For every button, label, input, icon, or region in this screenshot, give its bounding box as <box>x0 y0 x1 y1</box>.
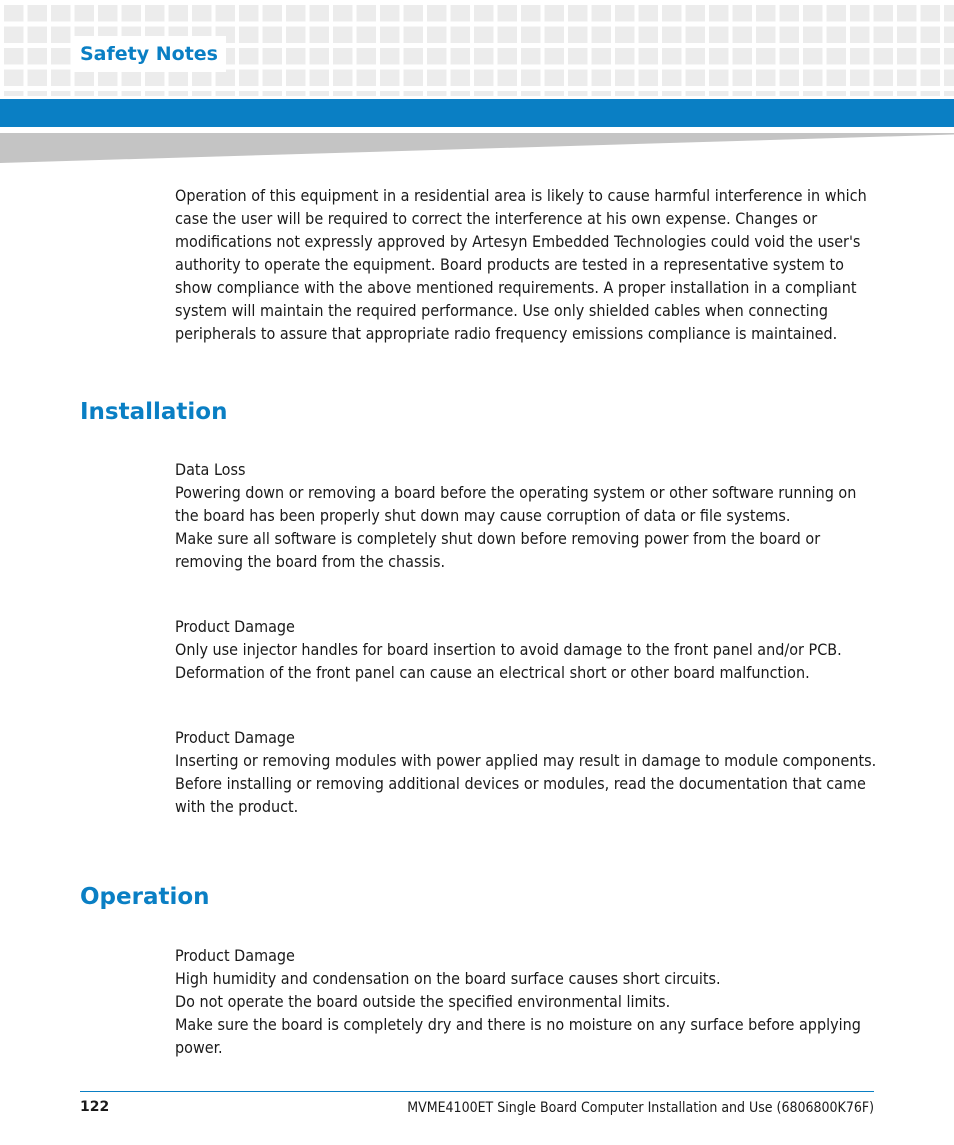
header <box>72 36 226 72</box>
note-line: Powering down or removing a board before the operating system or other software running on the board has been properly shut down may cause corruption of data or file systems. <box>175 483 857 525</box>
note-line: Before installing or removing additional devices or modules, read the documentation that came with the product. <box>175 774 866 816</box>
intro-paragraph <box>175 184 879 345</box>
note-product-damage-2 <box>175 726 879 818</box>
note-title: Product Damage <box>175 946 295 965</box>
operation-heading: Operation <box>80 884 210 910</box>
note-line: Only use injector handles for board insertion to avoid damage to the front panel and/or PCB. Deformation of the front panel can cause an electrical short or other board malfunction. <box>175 640 842 682</box>
note-product-damage-1 <box>175 615 879 684</box>
note-line: Make sure all software is completely shut down before removing power from the board or removing the board from the chassis. <box>175 529 821 571</box>
intro-text: Operation of this equipment in a residential area is likely to cause harmful interference in which case the user will be required to correct the interference at his own expense. Changes or modifications not expressly approved by Artesyn Embedded Technologies could void the user's authority to operate the equipment. Board products are tested in a representative system to show compliance with the above mentioned requirements. A proper installation in a compliant system will maintain the required performance. Use only shielded cables when connecting peripherals to assure that appropriate radio frequency emissions compliance is maintained. <box>175 186 867 343</box>
note-title: Data Loss <box>175 460 246 479</box>
footer-document-title: MVME4100ET Single Board Computer Installation and Use (6806800K76F) <box>407 1100 874 1116</box>
note-line: Do not operate the board outside the specified environmental limits. <box>175 992 671 1011</box>
note-line: Make sure the board is completely dry and there is no moisture on any surface before applying power. <box>175 1015 861 1057</box>
chapter-title: Safety Notes <box>80 43 218 65</box>
note-line: High humidity and condensation on the board surface causes short circuits. <box>175 969 721 988</box>
note-title: Product Damage <box>175 617 295 636</box>
note-line: Inserting or removing modules with power applied may result in damage to module components. <box>175 751 877 770</box>
header-gray-band <box>0 133 954 163</box>
note-data-loss <box>175 458 879 573</box>
note-product-damage-3 <box>175 944 879 1059</box>
installation-heading: Installation <box>80 399 228 425</box>
page-number: 122 <box>80 1099 110 1115</box>
footer-divider <box>80 1091 874 1092</box>
header-blue-band <box>0 99 954 127</box>
note-title: Product Damage <box>175 728 295 747</box>
